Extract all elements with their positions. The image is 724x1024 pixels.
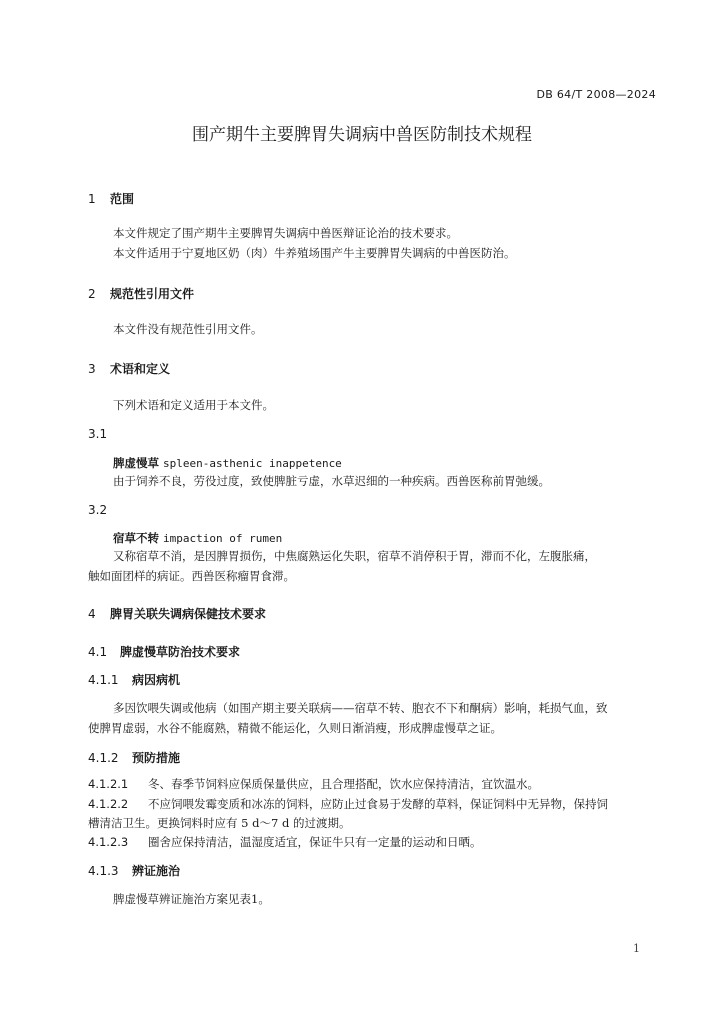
paragraph: 本文件没有规范性引用文件。 — [113, 322, 263, 336]
section-number: 4 — [88, 607, 96, 621]
clause-number: 4.1.2.3 — [88, 835, 129, 849]
clause-text: 圈舍应保持清洁，温湿度适宜，保证牛只有一定量的运动和日晒。 — [148, 835, 482, 849]
term-definition: 又称宿草不消，是因脾胃损伤，中焦腐熟运化失职，宿草不消停积于胃，滞而不化，左腹胀痛， — [113, 549, 596, 563]
clause-text-continued: 槽清洁卫生。更换饲料时应有 5 d～7 d 的过渡期。 — [88, 816, 351, 830]
subsection-4-1-heading — [88, 643, 240, 660]
term-number: 3.2 — [88, 503, 108, 517]
subsection-title: 脾虚慢草防治技术要求 — [120, 645, 241, 659]
term-chinese: 脾虚慢草 — [113, 456, 159, 470]
subsection-4-1-2-heading — [88, 749, 180, 766]
term-number: 3.1 — [88, 427, 108, 441]
subsection-number: 4.1.3 — [88, 864, 119, 878]
subsection-number: 4.1.1 — [88, 673, 119, 687]
term-entry — [113, 455, 342, 471]
clause-number: 4.1.2.2 — [88, 797, 129, 811]
paragraph: 下列术语和定义适用于本文件。 — [113, 398, 274, 412]
section-title: 脾胃关联失调病保健技术要求 — [110, 607, 267, 621]
section-number: 1 — [88, 192, 96, 206]
term-entry — [113, 530, 282, 546]
document-number: DB 64/T 2008—2024 — [536, 88, 656, 101]
paragraph: 多因饮喂失调或他病（如围产期主要关联病——宿草不转、胞衣不下和酮病）影响，耗损气血，致 — [113, 701, 608, 715]
section-title: 术语和定义 — [110, 362, 171, 376]
document-title: 围产期牛主要脾胃失调病中兽医防制技术规程 — [192, 125, 532, 145]
section-number: 2 — [88, 287, 96, 301]
subsection-4-1-3-heading — [88, 862, 180, 879]
paragraph: 本文件规定了围产期牛主要脾胃失调病中兽医辩证论治的技术要求。 — [113, 226, 458, 240]
paragraph: 本文件适用于宁夏地区奶（肉）牛养殖场围产牛主要脾胃失调病的中兽医防治。 — [113, 246, 516, 260]
clause-text: 冬、春季节饲料应保质保量供应，且合理搭配，饮水应保持清洁，宜饮温水。 — [148, 777, 539, 791]
page-number: 1 — [633, 942, 640, 955]
section-number: 3 — [88, 362, 96, 376]
subsection-number: 4.1.2 — [88, 751, 119, 765]
section-1-heading — [88, 190, 134, 207]
term-english: spleen-asthenic inappetence — [163, 457, 342, 470]
term-english: impaction of rumen — [163, 532, 283, 545]
clause-text: 不应饲喂发霉变质和冰冻的饲料，应防止过食易于发酵的草料，保证饲料中无异物，保持饲 — [148, 797, 608, 811]
section-3-heading — [88, 360, 170, 377]
subsection-number: 4.1 — [88, 645, 108, 659]
clause-number: 4.1.2.1 — [88, 777, 129, 791]
section-title: 范围 — [110, 192, 135, 206]
clause-item — [88, 796, 608, 812]
subsection-title: 预防措施 — [132, 751, 181, 765]
paragraph: 使脾胃虚弱，水谷不能腐熟，精微不能运化，久则日渐消瘦，形成脾虚慢草之证。 — [88, 721, 502, 735]
subsection-title: 辨证施治 — [132, 864, 181, 878]
section-2-heading — [88, 285, 194, 302]
section-title: 规范性引用文件 — [110, 287, 195, 301]
term-definition: 触如面团样的病证。西兽医称瘤胃食滞。 — [88, 569, 295, 583]
paragraph: 脾虚慢草辨证施治方案见表1。 — [113, 892, 270, 906]
subsection-4-1-1-heading — [88, 671, 180, 688]
clause-item — [88, 776, 539, 792]
term-chinese: 宿草不转 — [113, 531, 159, 545]
term-definition: 由于饲养不良，劳役过度，致使脾脏亏虚，水草迟细的一种疾病。西兽医称前胃弛缓。 — [113, 474, 550, 488]
section-4-heading — [88, 605, 266, 622]
subsection-title: 病因病机 — [132, 673, 181, 687]
clause-item — [88, 834, 482, 850]
